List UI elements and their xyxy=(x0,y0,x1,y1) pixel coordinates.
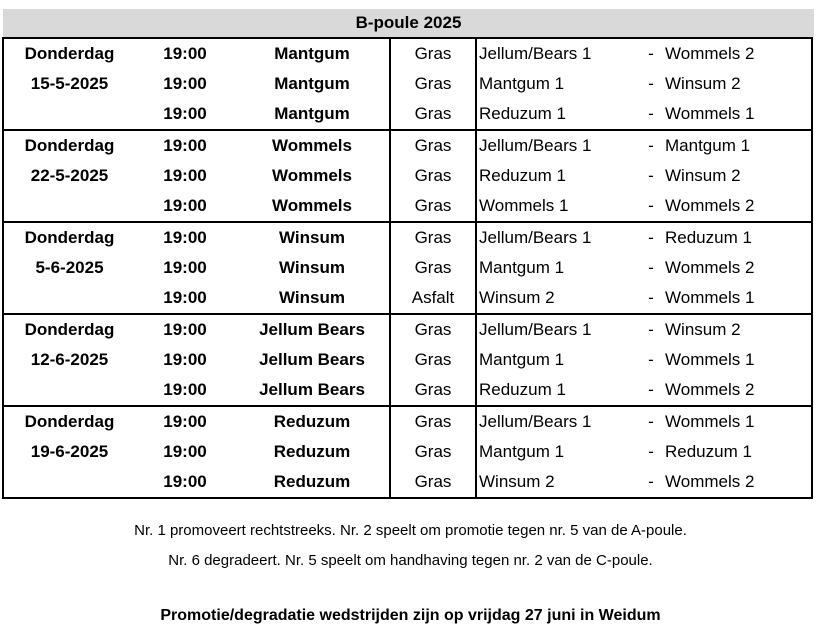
home-team: Jellum/Bears 1 xyxy=(476,314,639,345)
notes xyxy=(0,516,821,576)
home-team: Reduzum 1 xyxy=(479,380,566,399)
empty-cell xyxy=(3,99,135,130)
match-location: Mantgum xyxy=(235,99,390,130)
match-separator: - xyxy=(639,314,663,345)
match-row xyxy=(3,191,812,222)
poule-title: B-poule 2025 xyxy=(3,9,814,37)
empty-cell xyxy=(3,375,135,406)
away-team: Winsum 2 xyxy=(665,166,741,185)
match-location: Reduzum xyxy=(235,406,390,437)
home-team: Winsum 2 xyxy=(479,472,555,491)
match-surface: Gras xyxy=(390,345,476,375)
match-location: Wommels xyxy=(235,191,390,222)
match-row xyxy=(3,406,812,437)
match-row xyxy=(3,467,812,498)
match-time: 19:00 xyxy=(135,222,235,253)
match-location: Winsum xyxy=(235,283,390,314)
match-surface: Gras xyxy=(390,38,476,69)
match-surface: Gras xyxy=(390,191,476,222)
match-surface: Gras xyxy=(390,314,476,345)
home-team: Mantgum 1 xyxy=(479,442,565,461)
home-team: Mantgum 1 xyxy=(479,350,565,369)
match-surface: Gras xyxy=(390,375,476,406)
match-time: 19:00 xyxy=(135,130,235,161)
round-date: 22-5-2025 xyxy=(30,166,109,185)
match-separator: - xyxy=(639,222,663,253)
match-row xyxy=(3,253,812,283)
match-location: Jellum Bears xyxy=(235,314,390,345)
match-separator: - xyxy=(648,196,654,215)
away-team: Winsum 2 xyxy=(663,314,812,345)
match-separator: - xyxy=(648,44,654,63)
match-surface: Gras xyxy=(390,99,476,130)
match-row xyxy=(3,222,812,253)
round-day: Donderdag xyxy=(24,44,115,63)
match-row xyxy=(3,130,812,161)
note-relegation: Nr. 6 degradeert. Nr. 5 speelt om handhaving tegen nr. 2 van de C-poule. xyxy=(168,552,653,569)
empty-cell xyxy=(3,283,135,314)
match-row xyxy=(3,161,812,191)
round-date: 15-5-2025 xyxy=(30,74,109,93)
away-team: Winsum 2 xyxy=(665,74,741,93)
match-surface: Gras xyxy=(390,130,476,161)
match-time: 19:00 xyxy=(135,314,235,345)
match-time: 19:00 xyxy=(163,166,207,185)
match-location: Mantgum xyxy=(235,38,390,69)
round-day: Donderdag xyxy=(3,406,135,437)
match-row xyxy=(3,314,812,345)
schedule-body xyxy=(3,38,812,498)
match-time: 19:00 xyxy=(163,380,207,399)
match-time: 19:00 xyxy=(163,196,207,215)
away-team: Reduzum 1 xyxy=(663,222,812,253)
final-note: Promotie/degradatie wedstrijden zijn op vrijdag 27 juni in Weidum xyxy=(160,607,661,624)
match-row xyxy=(3,345,812,375)
home-team: Mantgum 1 xyxy=(479,258,565,277)
match-surface: Asfalt xyxy=(390,283,476,314)
empty-cell xyxy=(3,191,135,222)
match-location: Winsum xyxy=(235,253,390,283)
round-day: Donderdag xyxy=(3,314,135,345)
match-separator: - xyxy=(648,288,654,307)
match-surface: Gras xyxy=(390,161,476,191)
away-team: Wommels 1 xyxy=(665,350,755,369)
match-surface: Gras xyxy=(390,222,476,253)
match-surface: Gras xyxy=(390,253,476,283)
home-team: Winsum 2 xyxy=(479,288,555,307)
home-team: Mantgum 1 xyxy=(479,74,565,93)
match-time: 19:00 xyxy=(163,288,207,307)
match-separator: - xyxy=(648,166,654,185)
match-location: Reduzum xyxy=(235,437,390,467)
away-team: Mantgum 1 xyxy=(663,130,812,161)
match-time: 19:00 xyxy=(163,104,207,123)
match-row xyxy=(3,69,812,99)
match-separator: - xyxy=(639,130,663,161)
away-team: Reduzum 1 xyxy=(665,442,752,461)
away-team: Wommels 1 xyxy=(665,104,755,123)
home-team: Wommels 1 xyxy=(479,196,569,215)
away-team: Wommels 2 xyxy=(665,44,755,63)
home-team: Jellum/Bears 1 xyxy=(476,406,639,437)
schedule-table xyxy=(2,37,813,499)
match-separator: - xyxy=(648,442,654,461)
match-location: Wommels xyxy=(235,130,390,161)
round-day: Donderdag xyxy=(3,130,135,161)
match-time: 19:00 xyxy=(163,44,207,63)
match-time: 19:00 xyxy=(163,258,207,277)
match-row xyxy=(3,38,812,69)
away-team: Wommels 2 xyxy=(665,472,755,491)
match-separator: - xyxy=(648,258,654,277)
away-team: Wommels 1 xyxy=(663,406,812,437)
match-time: 19:00 xyxy=(163,74,207,93)
home-team: Jellum/Bears 1 xyxy=(479,44,592,63)
empty-cell xyxy=(3,467,135,498)
match-time: 19:00 xyxy=(163,472,207,491)
away-team: Wommels 2 xyxy=(665,196,755,215)
match-row xyxy=(3,99,812,130)
match-location: Jellum Bears xyxy=(235,375,390,406)
home-team: Reduzum 1 xyxy=(479,104,566,123)
round-date: 12-6-2025 xyxy=(30,350,109,369)
match-location: Jellum Bears xyxy=(235,345,390,375)
away-team: Wommels 2 xyxy=(665,258,755,277)
round-date: 19-6-2025 xyxy=(30,442,109,461)
match-surface: Gras xyxy=(390,437,476,467)
match-surface: Gras xyxy=(390,69,476,99)
match-separator: - xyxy=(648,104,654,123)
match-separator: - xyxy=(639,406,663,437)
match-row xyxy=(3,375,812,406)
home-team: Jellum/Bears 1 xyxy=(476,130,639,161)
match-time: 19:00 xyxy=(135,406,235,437)
match-separator: - xyxy=(648,380,654,399)
match-row xyxy=(3,437,812,467)
home-team: Reduzum 1 xyxy=(479,166,566,185)
match-separator: - xyxy=(648,350,654,369)
match-time: 19:00 xyxy=(163,442,207,461)
match-row xyxy=(3,283,812,314)
note-promotion: Nr. 1 promoveert rechtstreeks. Nr. 2 speelt om promotie tegen nr. 5 van de A-poule. xyxy=(134,522,687,539)
match-location: Reduzum xyxy=(235,467,390,498)
match-location: Wommels xyxy=(235,161,390,191)
match-separator: - xyxy=(648,472,654,491)
match-time: 19:00 xyxy=(163,350,207,369)
away-team: Wommels 1 xyxy=(665,288,755,307)
home-team: Jellum/Bears 1 xyxy=(476,222,639,253)
match-surface: Gras xyxy=(390,406,476,437)
round-day: Donderdag xyxy=(3,222,135,253)
round-date: 5-6-2025 xyxy=(35,258,104,277)
match-location: Mantgum xyxy=(235,69,390,99)
away-team: Wommels 2 xyxy=(665,380,755,399)
match-location: Winsum xyxy=(235,222,390,253)
match-surface: Gras xyxy=(390,467,476,498)
match-separator: - xyxy=(648,74,654,93)
